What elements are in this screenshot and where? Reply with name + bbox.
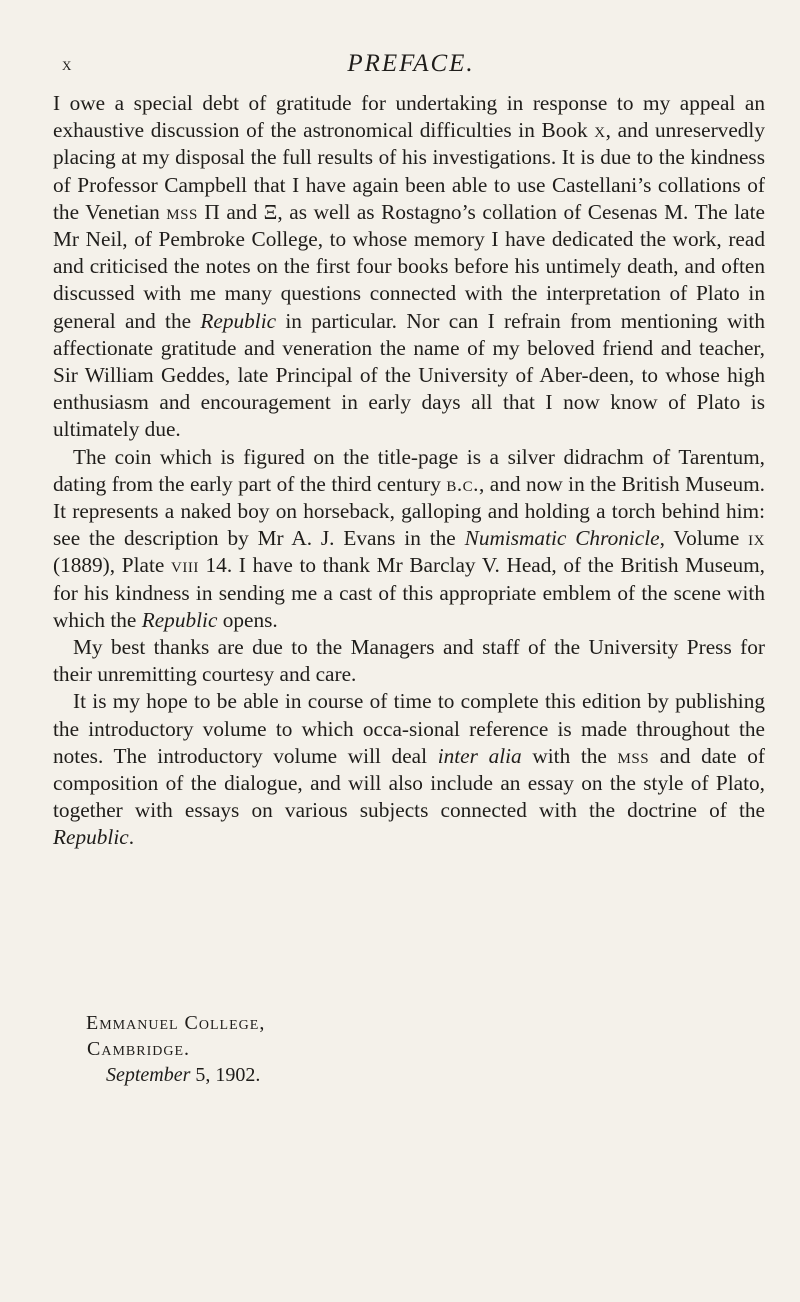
text-span: (1889), Plate xyxy=(53,553,172,578)
text-span: I owe a special debt of gratitude for undertaking in response to my appeal an exhaustive discussion of the astronomical difficulties in Book xyxy=(53,91,765,143)
date-rest: 5, 1902. xyxy=(190,1064,261,1086)
paragraph-acknowledgements xyxy=(53,90,765,444)
text-span: , and now in the British Museum. It represents a naked boy on horseback, galloping and holding a torch behind him: see the description by Mr A. J. Evans in the xyxy=(53,471,765,551)
page-number: x xyxy=(62,54,73,75)
text-span: It is my hope to be able in course of time to complete this edition by publishing the introductory volume to which occa-sional reference is made throughout the notes. The introductory volume will deal xyxy=(53,689,765,768)
text-span: Π and Ξ, as well as Rostagno’s collation of Cesenas M. The late Mr Neil, of Pembroke College, to whose memory I have dedicated the work, read and criticised the notes on the first four books before his untimely death, and often discussed with me many questions connected with the interpretation of Plato in general and the xyxy=(53,199,765,333)
signature-city: Cambridge. xyxy=(87,1038,191,1060)
italic-title: Republic xyxy=(200,308,277,333)
text-span: opens. xyxy=(217,607,278,632)
date-month: September xyxy=(106,1064,191,1086)
text-span: x xyxy=(594,118,606,143)
italic-title: Republic xyxy=(141,607,218,632)
text-span: ix xyxy=(748,526,765,551)
paragraph-future-volume xyxy=(53,688,765,851)
signature-date xyxy=(86,1062,265,1088)
text-span: viii xyxy=(171,553,199,578)
text-span: The coin which is figured on the title-page is a silver didrachm of Tarentum, dating from the early part of the third century xyxy=(53,444,765,496)
running-title: PREFACE. xyxy=(347,50,475,77)
preface-body xyxy=(53,90,765,852)
text-span: mss xyxy=(166,199,198,224)
text-span: 14. I have to thank Mr Barclay V. Head, of the British Museum, for his kindness in sending me a cast of this appropriate emblem of the scene with which the xyxy=(53,553,765,632)
italic-title: Numismatic Chronicle xyxy=(464,526,660,551)
text-span: , Volume xyxy=(659,526,749,551)
text-span: in particular. Nor can I refrain from mentioning with affectionate gratitude and veneration the name of my beloved friend and teacher, Sir William Geddes, late Principal of the University of Aber-deen, to whose high enthusiasm and encouragement in early days all that I now know of Plato is ultimately due. xyxy=(53,308,765,442)
text-span: with the xyxy=(521,743,618,768)
text-span: , and unreservedly placing at my disposal the full results of his investigations. It is due to the kindness of Professor Campbell that I have again been able to use Castellani’s collations of the Venetian xyxy=(53,118,765,224)
italic-title: Republic xyxy=(53,825,129,850)
running-head xyxy=(62,50,760,80)
italic-phrase: inter alia xyxy=(437,743,522,768)
signature-college: Emmanuel College, xyxy=(86,1012,266,1034)
text-span: b.c. xyxy=(446,471,480,496)
text-span: mss xyxy=(617,743,650,768)
text-span: and date of composition of the dialogue, and will also include an essay on the style of Plato, together with essays on various subjects connected with the doctrine of the xyxy=(53,743,765,823)
paragraph-press-thanks xyxy=(53,634,765,688)
text-span: . xyxy=(128,825,135,850)
paragraph-coin xyxy=(53,444,765,634)
signature-block xyxy=(86,1010,265,1088)
text-span: My best thanks are due to the Managers and staff of the University Press for their unremitting courtesy and care. xyxy=(53,635,765,687)
